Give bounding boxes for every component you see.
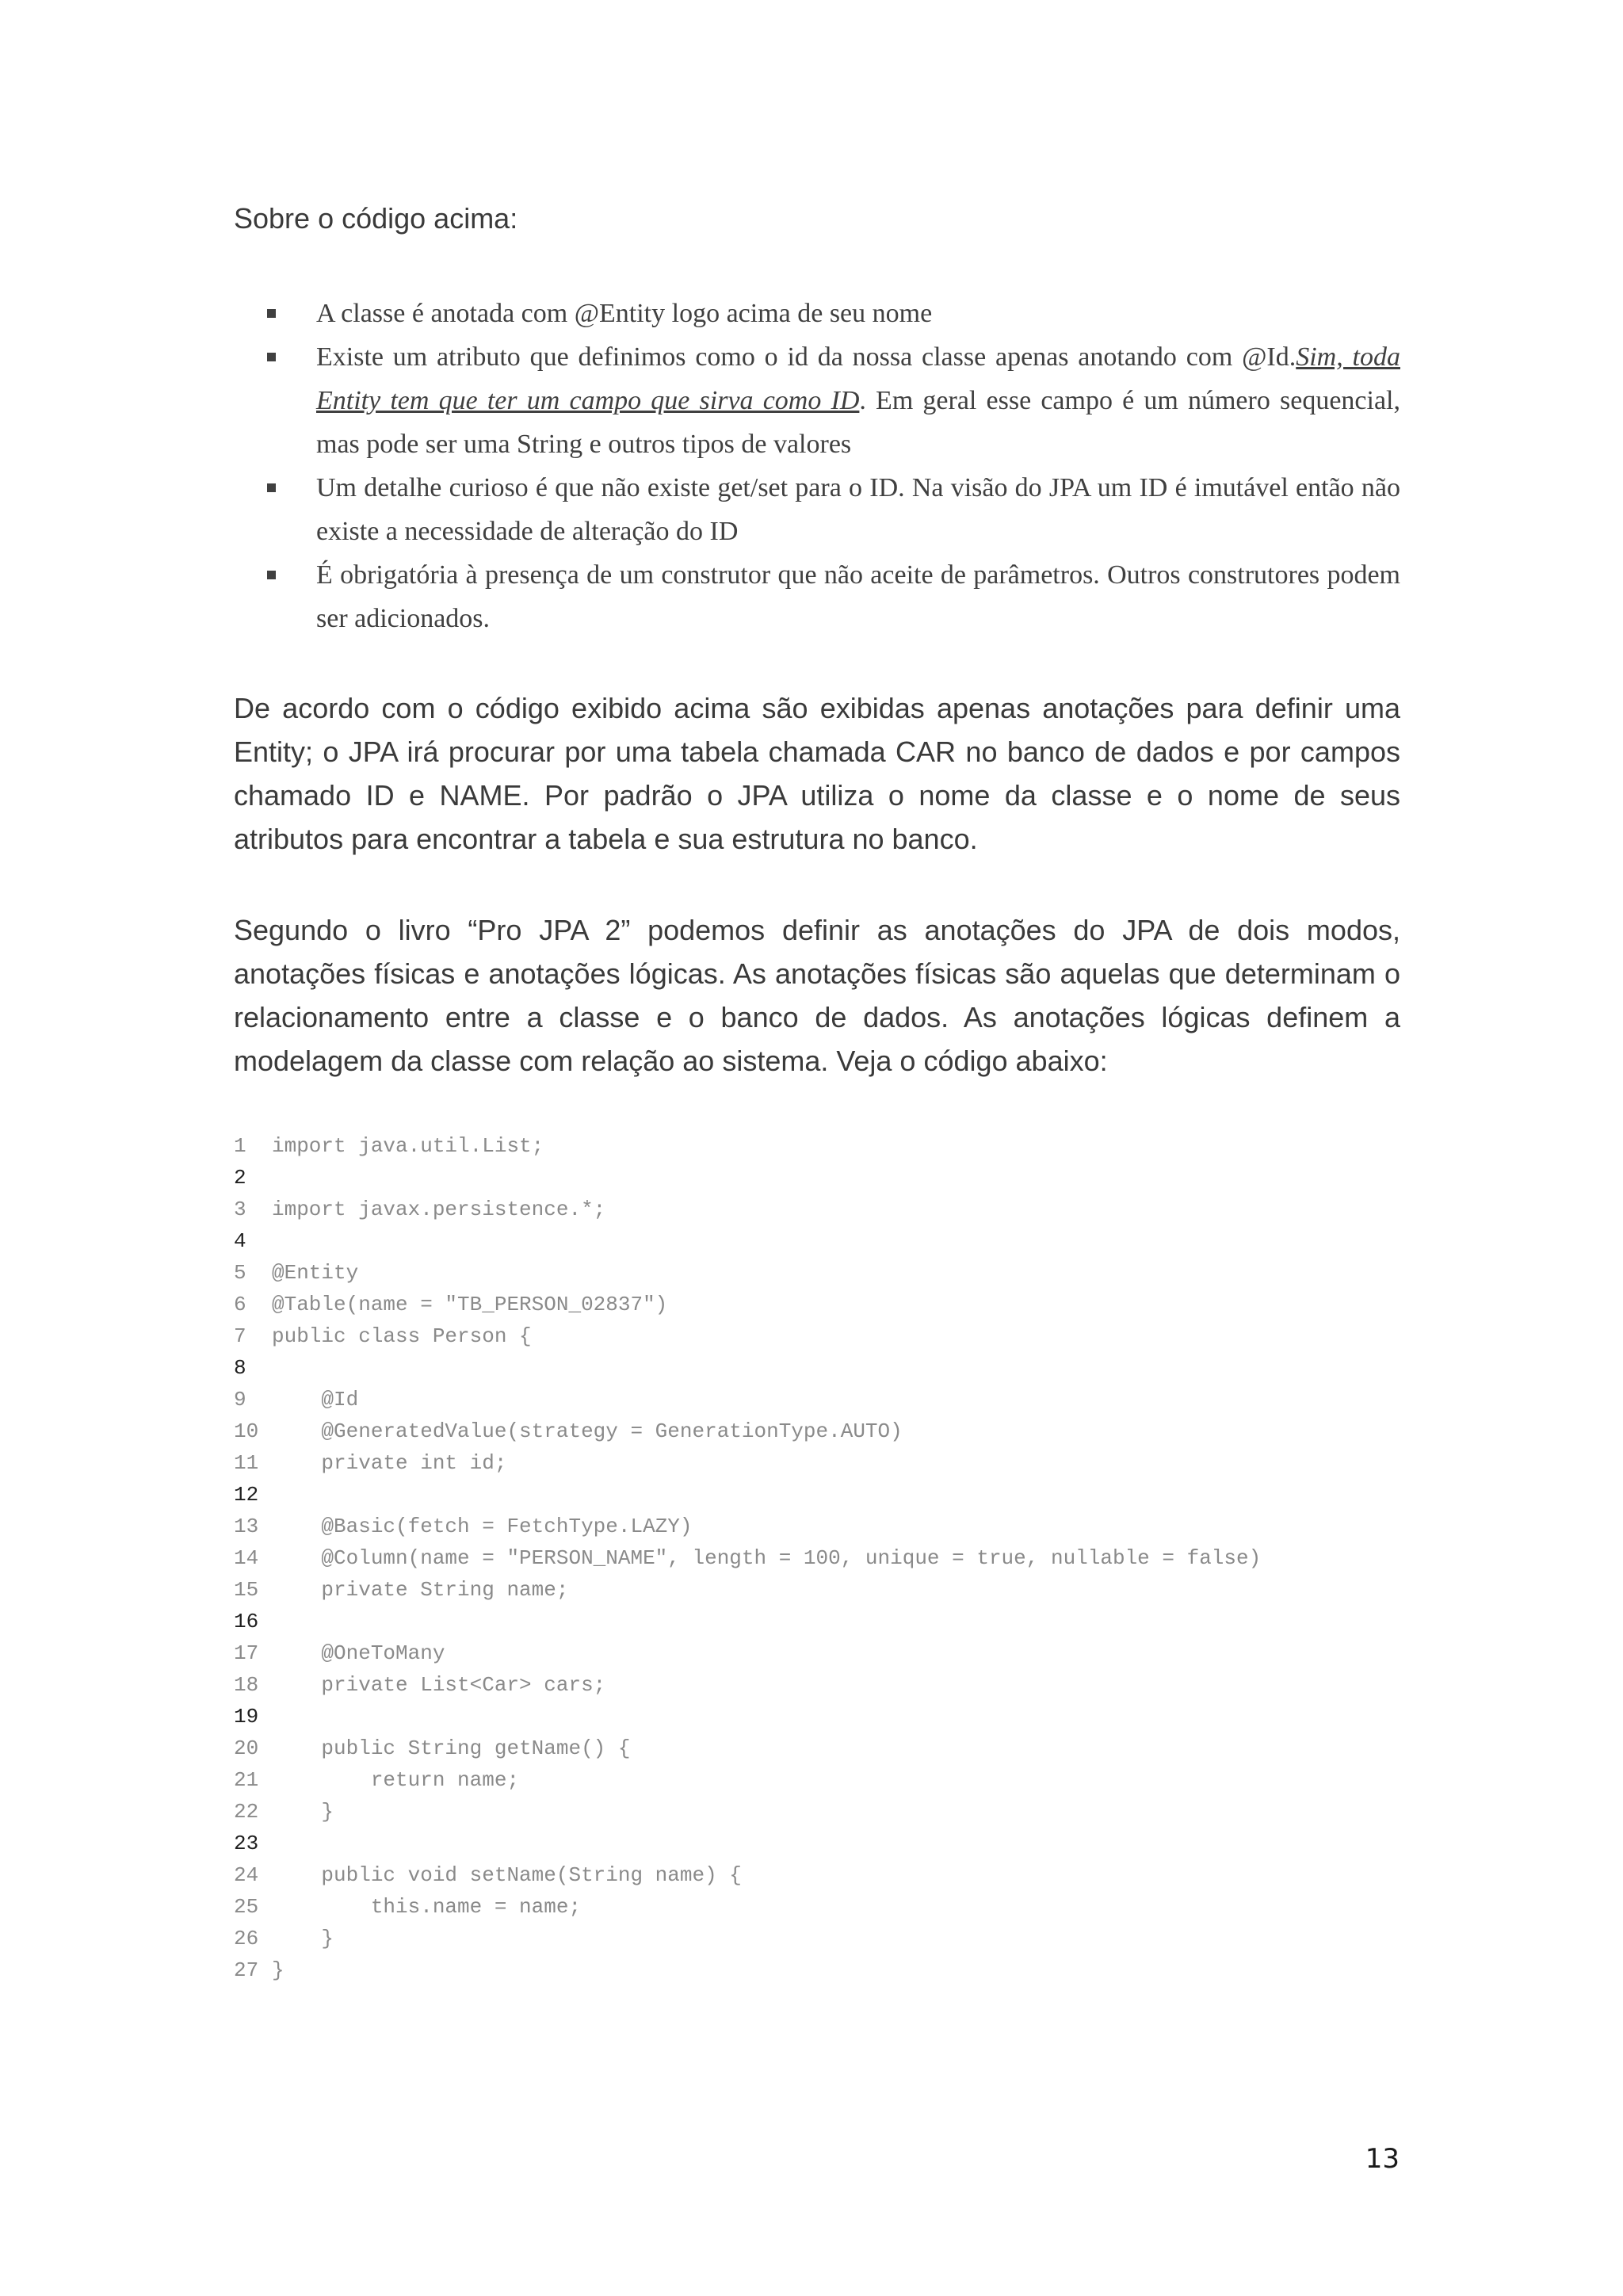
code-line	[234, 1701, 1400, 1733]
line-number: 13	[234, 1515, 259, 1538]
code-line	[234, 1796, 1400, 1828]
line-number: 23	[234, 1832, 259, 1855]
line-number: 11	[234, 1451, 259, 1475]
line-number: 26	[234, 1927, 259, 1950]
code-line	[234, 1479, 1400, 1511]
code-text: import javax.persistence.*;	[272, 1198, 606, 1221]
code-text: @Entity	[272, 1261, 359, 1285]
code-line	[234, 1954, 1400, 1986]
line-number: 27	[234, 1958, 259, 1982]
code-line	[234, 1225, 1400, 1257]
line-number: 12	[234, 1483, 259, 1507]
code-line	[234, 1320, 1400, 1352]
square-bullet-icon	[267, 483, 276, 492]
code-block	[234, 1130, 1400, 1986]
line-number: 2	[234, 1166, 246, 1190]
code-text: public void setName(String name) {	[272, 1863, 742, 1887]
code-text: }	[272, 1958, 285, 1982]
code-text: @OneToMany	[272, 1641, 445, 1665]
code-text: private int id;	[272, 1451, 507, 1475]
code-text: @GeneratedValue(strategy = GenerationType.AUTO)	[272, 1419, 903, 1443]
line-number: 6	[234, 1293, 246, 1316]
list-item-text: A classe é anotada com @Entity logo acima de seu nome	[316, 299, 933, 328]
code-text: public class Person {	[272, 1324, 532, 1348]
line-number: 5	[234, 1261, 246, 1285]
page-number: 13	[1365, 2143, 1400, 2175]
code-line	[234, 1669, 1400, 1701]
code-text: import java.util.List;	[272, 1134, 544, 1158]
code-line	[234, 1859, 1400, 1891]
code-text: @Column(name = "PERSON_NAME", length = 100, unique = true, nullable = false)	[272, 1546, 1262, 1570]
line-number: 10	[234, 1419, 259, 1443]
list-item-text: . Em geral esse campo é um número sequencial, mas pode ser uma String e outros tipos de valores	[316, 386, 1400, 459]
square-bullet-icon	[267, 571, 276, 579]
list-item-text: Existe um atributo que definimos como o id da nossa classe apenas anotando com @Id.	[316, 342, 1296, 372]
section-heading: Sobre o código acima:	[234, 202, 518, 235]
line-number: 3	[234, 1198, 246, 1221]
code-line	[234, 1194, 1400, 1225]
list-item	[234, 553, 1400, 640]
code-line	[234, 1637, 1400, 1669]
line-number: 15	[234, 1578, 259, 1602]
line-number: 8	[234, 1356, 246, 1380]
code-line	[234, 1891, 1400, 1923]
code-line	[234, 1511, 1400, 1542]
list-item-text: É obrigatória à presença de um construtor que não aceite de parâmetros. Outros construtores podem ser adicionados.	[316, 560, 1400, 633]
code-line	[234, 1764, 1400, 1796]
line-number: 4	[234, 1229, 246, 1253]
code-text: public String getName() {	[272, 1736, 631, 1760]
list-item	[234, 292, 1400, 335]
list-item	[234, 466, 1400, 553]
line-number: 17	[234, 1641, 259, 1665]
line-number: 16	[234, 1610, 259, 1633]
code-line	[234, 1289, 1400, 1320]
square-bullet-icon	[267, 353, 276, 361]
code-line	[234, 1574, 1400, 1606]
line-number: 19	[234, 1705, 259, 1729]
list-item-text: Um detalhe curioso é que não existe get/set para o ID. Na visão do JPA um ID é imutável então não existe a necessidade de alteração do ID	[316, 473, 1400, 546]
code-line	[234, 1542, 1400, 1574]
underlined-emphasis: Sim, toda Entity tem que ter um campo que sirva como ID	[316, 342, 1400, 415]
code-text: @Table(name = "TB_PERSON_02837")	[272, 1293, 668, 1316]
line-number: 24	[234, 1863, 259, 1887]
code-text: private String name;	[272, 1578, 569, 1602]
code-line	[234, 1257, 1400, 1289]
code-text: @Id	[272, 1388, 359, 1412]
code-line	[234, 1733, 1400, 1764]
code-line	[234, 1162, 1400, 1194]
list-item	[234, 335, 1400, 466]
body-paragraph: De acordo com o código exibido acima são exibidas apenas anotações para definir uma Entity; o JPA irá procurar por uma tabela chamada CAR no banco de dados e por campos chamado ID e NAME. Por padrão o JPA utiliza o nome da classe e o nome de seus atributos para encontrar a tabela e sua estrutura no banco.	[234, 692, 1400, 855]
line-number: 22	[234, 1800, 259, 1824]
line-number: 14	[234, 1546, 259, 1570]
line-number: 21	[234, 1768, 259, 1792]
line-number: 20	[234, 1736, 259, 1760]
code-text: private List<Car> cars;	[272, 1673, 606, 1697]
line-number: 1	[234, 1134, 246, 1158]
code-line	[234, 1447, 1400, 1479]
square-bullet-icon	[267, 309, 276, 318]
code-text: }	[272, 1800, 334, 1824]
code-line	[234, 1923, 1400, 1954]
line-number: 7	[234, 1324, 246, 1348]
code-text: }	[272, 1927, 334, 1950]
code-line	[234, 1415, 1400, 1447]
code-text: @Basic(fetch = FetchType.LAZY)	[272, 1515, 693, 1538]
bullet-list	[234, 292, 1400, 640]
line-number: 25	[234, 1895, 259, 1919]
code-line	[234, 1606, 1400, 1637]
code-line	[234, 1384, 1400, 1415]
line-number: 18	[234, 1673, 259, 1697]
code-line	[234, 1828, 1400, 1859]
code-line	[234, 1352, 1400, 1384]
line-number: 9	[234, 1388, 246, 1412]
body-paragraph: Segundo o livro “Pro JPA 2” podemos definir as anotações do JPA de dois modos, anotações físicas e anotações lógicas. As anotações físicas são aquelas que determinam o relacionamento entre a classe e o banco de dados. As anotações lógicas definem a modelagem da classe com relação ao sistema. Veja o código abaixo:	[234, 914, 1400, 1077]
code-line	[234, 1130, 1400, 1162]
code-text: return name;	[272, 1768, 520, 1792]
code-text: this.name = name;	[272, 1895, 582, 1919]
